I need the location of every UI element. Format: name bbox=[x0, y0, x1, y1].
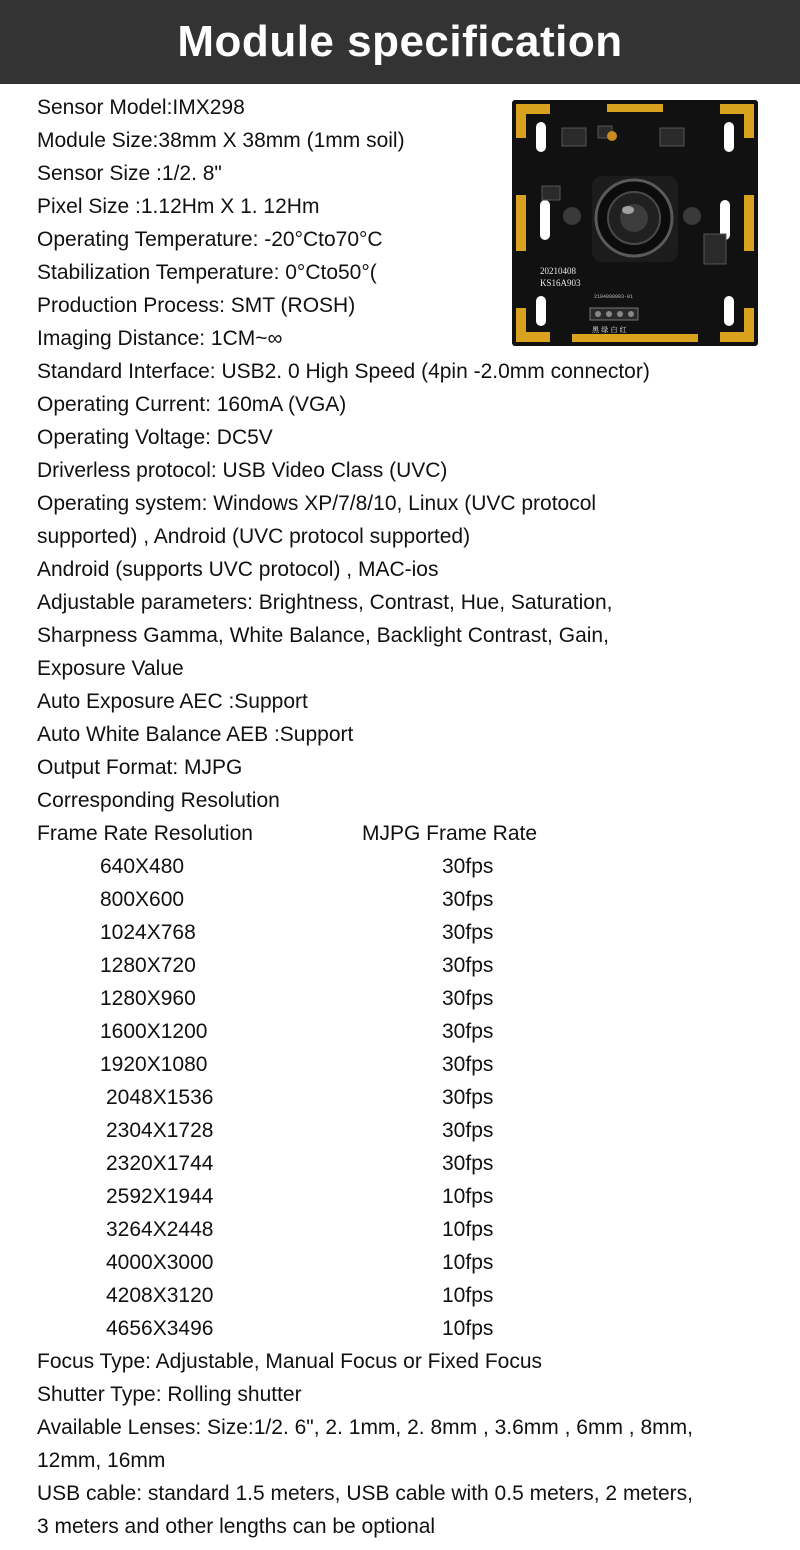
board-label-serial: 2184898003-01 bbox=[594, 294, 634, 300]
table-cell-fps: 10fps bbox=[442, 1218, 494, 1241]
status-led bbox=[607, 131, 617, 141]
table-cell-fps: 30fps bbox=[442, 1053, 494, 1076]
table-cell-fps: 30fps bbox=[442, 855, 494, 878]
table-cell-fps: 30fps bbox=[442, 1020, 494, 1043]
spec-driverless-protocol: Driverless protocol: USB Video Class (UVC) bbox=[37, 459, 448, 482]
spec-pixel-size: Pixel Size :1.12Hm X 1. 12Hm bbox=[37, 195, 320, 218]
table-cell-resolution: 4000X3000 bbox=[106, 1251, 214, 1274]
table-cell-fps: 30fps bbox=[442, 954, 494, 977]
table-cell-fps: 10fps bbox=[442, 1317, 494, 1340]
spec-shutter-type: Shutter Type: Rolling shutter bbox=[37, 1383, 302, 1406]
spec-focus-type: Focus Type: Adjustable, Manual Focus or Fixed Focus bbox=[37, 1350, 543, 1373]
table-cell-resolution: 1024X768 bbox=[100, 921, 196, 944]
spec-imaging-distance: Imaging Distance: 1CM~∞ bbox=[37, 327, 283, 350]
spec-available-lenses-cont: 12mm, 16mm bbox=[37, 1449, 166, 1472]
table-cell-fps: 30fps bbox=[442, 1086, 494, 1109]
table-cell-fps: 30fps bbox=[442, 987, 494, 1010]
table-cell-fps: 10fps bbox=[442, 1185, 494, 1208]
table-cell-resolution: 800X600 bbox=[100, 888, 185, 911]
table-cell-fps: 10fps bbox=[442, 1251, 494, 1274]
spec-operating-temp: Operating Temperature: -20°Cto70°C bbox=[37, 228, 383, 251]
spec-operating-voltage: Operating Voltage: DC5V bbox=[37, 426, 273, 449]
spec-production-process: Production Process: SMT (ROSH) bbox=[37, 294, 356, 317]
spec-module-size: Module Size:38mm X 38mm (1mm soil) bbox=[37, 129, 405, 152]
screw-left bbox=[563, 207, 581, 225]
spec-usb-cable-cont: 3 meters and other lengths can be optional bbox=[37, 1515, 436, 1538]
usb-connector bbox=[590, 308, 638, 320]
spec-sensor-size: Sensor Size :1/2. 8" bbox=[37, 162, 222, 185]
spec-stabilization-temp: Stabilization Temperature: 0°Cto50°( bbox=[37, 261, 377, 284]
spec-adjustable-params-end: Exposure Value bbox=[37, 657, 184, 680]
table-cell-fps: 30fps bbox=[442, 921, 494, 944]
spec-android: Android (supports UVC protocol) , MAC-ios bbox=[37, 558, 439, 581]
table-cell-resolution: 2592X1944 bbox=[106, 1185, 214, 1208]
board-label-date: 20210408 bbox=[540, 266, 576, 276]
spec-operating-current: Operating Current: 160mA (VGA) bbox=[37, 393, 347, 416]
spec-auto-white-balance: Auto White Balance AEB :Support bbox=[37, 723, 354, 746]
table-cell-resolution: 1920X1080 bbox=[100, 1053, 208, 1076]
camera-module-image bbox=[512, 100, 758, 346]
table-cell-resolution: 2048X1536 bbox=[106, 1086, 214, 1109]
spec-adjustable-params-cont: Sharpness Gamma, White Balance, Backlight Contrast, Gain, bbox=[37, 624, 609, 647]
spec-operating-system: Operating system: Windows XP/7/8/10, Linux (UVC protocol bbox=[37, 492, 597, 515]
table-cell-resolution: 1280X960 bbox=[100, 987, 196, 1010]
table-cell-resolution: 4656X3496 bbox=[106, 1317, 214, 1340]
table-cell-resolution: 640X480 bbox=[100, 855, 185, 878]
table-cell-fps: 30fps bbox=[442, 1152, 494, 1175]
table-cell-fps: 10fps bbox=[442, 1284, 494, 1307]
table-cell-resolution: 3264X2448 bbox=[106, 1218, 214, 1241]
page-title: Module specification bbox=[177, 17, 623, 66]
spec-standard-interface: Standard Interface: USB2. 0 High Speed (4pin -2.0mm connector) bbox=[37, 360, 650, 383]
table-header-frame-rate: MJPG Frame Rate bbox=[362, 822, 538, 845]
table-cell-fps: 30fps bbox=[442, 888, 494, 911]
lens-icon bbox=[592, 176, 678, 262]
spec-output-format: Output Format: MJPG bbox=[37, 756, 243, 779]
spec-auto-exposure: Auto Exposure AEC :Support bbox=[37, 690, 308, 713]
table-cell-resolution: 4208X3120 bbox=[106, 1284, 214, 1307]
spec-available-lenses: Available Lenses: Size:1/2. 6", 2. 1mm, 2. 8mm , 3.6mm , 6mm , 8mm, bbox=[37, 1416, 693, 1439]
spec-sensor-model: Sensor Model:IMX298 bbox=[37, 96, 245, 119]
table-cell-resolution: 2320X1744 bbox=[106, 1152, 214, 1175]
page-header bbox=[0, 0, 800, 84]
spec-usb-cable: USB cable: standard 1.5 meters, USB cable with 0.5 meters, 2 meters, bbox=[37, 1482, 693, 1505]
table-header-resolution: Frame Rate Resolution bbox=[37, 822, 253, 845]
table-cell-resolution: 2304X1728 bbox=[106, 1119, 214, 1142]
screw-right bbox=[683, 207, 701, 225]
table-cell-fps: 30fps bbox=[442, 1119, 494, 1142]
spec-operating-system-cont: supported) , Android (UVC protocol supported) bbox=[37, 525, 471, 548]
table-cell-resolution: 1280X720 bbox=[100, 954, 196, 977]
spec-corresponding-resolution: Corresponding Resolution bbox=[37, 789, 280, 812]
board-label-wires: 黑 绿 白 红 bbox=[592, 326, 627, 334]
table-cell-resolution: 1600X1200 bbox=[100, 1020, 208, 1043]
board-label-model: KS16A903 bbox=[540, 278, 581, 288]
spec-adjustable-params: Adjustable parameters: Brightness, Contrast, Hue, Saturation, bbox=[37, 591, 613, 614]
